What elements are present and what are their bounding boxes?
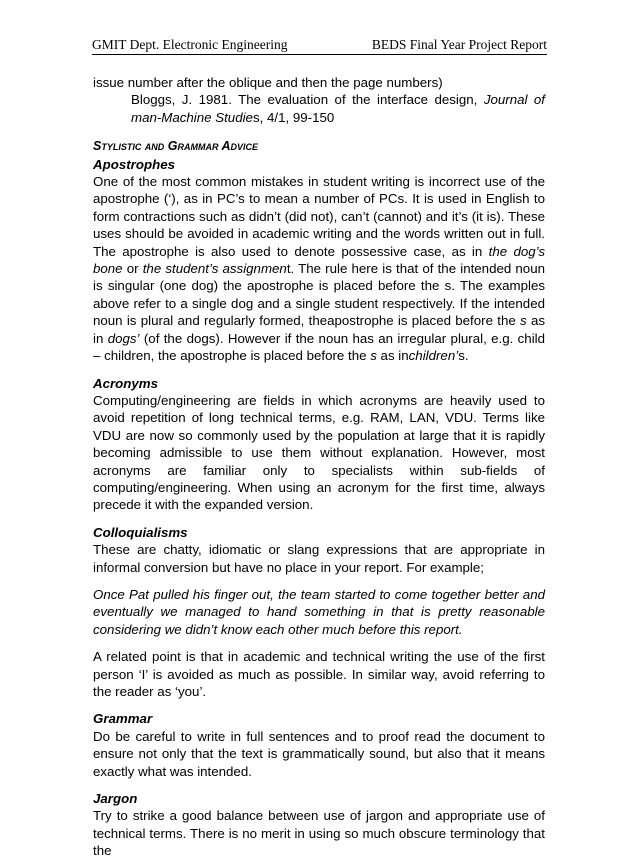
intro-line: issue number after the oblique and then the page numbers)	[93, 75, 443, 90]
body-content	[93, 74, 545, 860]
running-header	[92, 36, 547, 55]
heading-grammar: Grammar	[93, 711, 153, 727]
reference-entry	[131, 91, 545, 126]
reference-journal: Journal of man-Machine Studie	[131, 92, 545, 125]
heading-acronyms: Acronyms	[93, 375, 159, 391]
heading-jargon: Jargon	[93, 791, 138, 807]
paragraph-first-person: A related point is that in academic and technical writing the use of the first person ‘I’ is avoided as much as possible. In similar way, avoid referring to the reader as ‘you’.	[93, 649, 545, 699]
section-title: Stylistic and Grammar Advice	[93, 139, 259, 154]
paragraph-colloquialisms: These are chatty, idiomatic or slang expressions that are appropriate in informal conversion but have no place in your report. For example;	[93, 542, 545, 575]
paragraph-acronyms: Computing/engineering are fields in which acronyms are heavily used to avoid repetition of long technical terms, e.g. RAM, LAN, VDU. Terms like VDU are now so commonly used by the population at large that it is rapidly becoming admissible to use them without explanation. However, most acronyms are familiar only to specialists within sub-fields of computing/engineering. When using an acronym for the first time, always precede it with the expanded version.	[93, 392, 545, 513]
header-left: GMIT Dept. Electronic Engineering	[92, 37, 288, 52]
heading-colloquialisms: Colloquialisms	[93, 524, 188, 540]
reference-volume: s, 4/1, 99-150	[252, 109, 335, 125]
reference-author: Bloggs, J. 1981. The evaluation of the interface design,	[131, 92, 484, 108]
example-quote: Once Pat pulled his finger out, the team started to come together better and eventually we managed to hand something in that is pretty reasonable considering we didn’t know each other much before this report.	[93, 586, 545, 637]
header-right: BEDS Final Year Project Report	[371, 37, 547, 52]
paragraph-grammar: Do be careful to write in full sentences and to proof read the document to ensure not only that the text is grammatically sound, but also that it means exactly what was intended.	[93, 728, 545, 779]
paragraph-jargon: Try to strike a good balance between use of jargon and appropriate use of technical terms. There is no merit in using so much obscure terminology that the	[93, 808, 545, 859]
heading-apostrophes: Apostrophes	[93, 156, 176, 172]
paragraph-apostrophes: One of the most common mistakes in student writing is incorrect use of the apostrophe (‘), as in PC’s to mean a number of PCs. It is used in English to form contractions such as didn’t (did not), can’t (cannot) and it’s (it is). These uses should be avoided in academic writing and the words written out in full. The apostrophe is also used to denote possessive case, as in the dog’s bone or the student’s assignment. The rule here is that of the intended noun is singular (one dog) the apostrophe is placed before the s. The examples above refer to a single dog and a single student respectively. If the intended noun is plural and regularly formed, theapostrophe is placed before the s as in dogs’ (of the dogs). However if the noun has an irregular plural, e.g. child – children, the apostrophe is placed before the s as inchildren’s.	[93, 174, 545, 364]
